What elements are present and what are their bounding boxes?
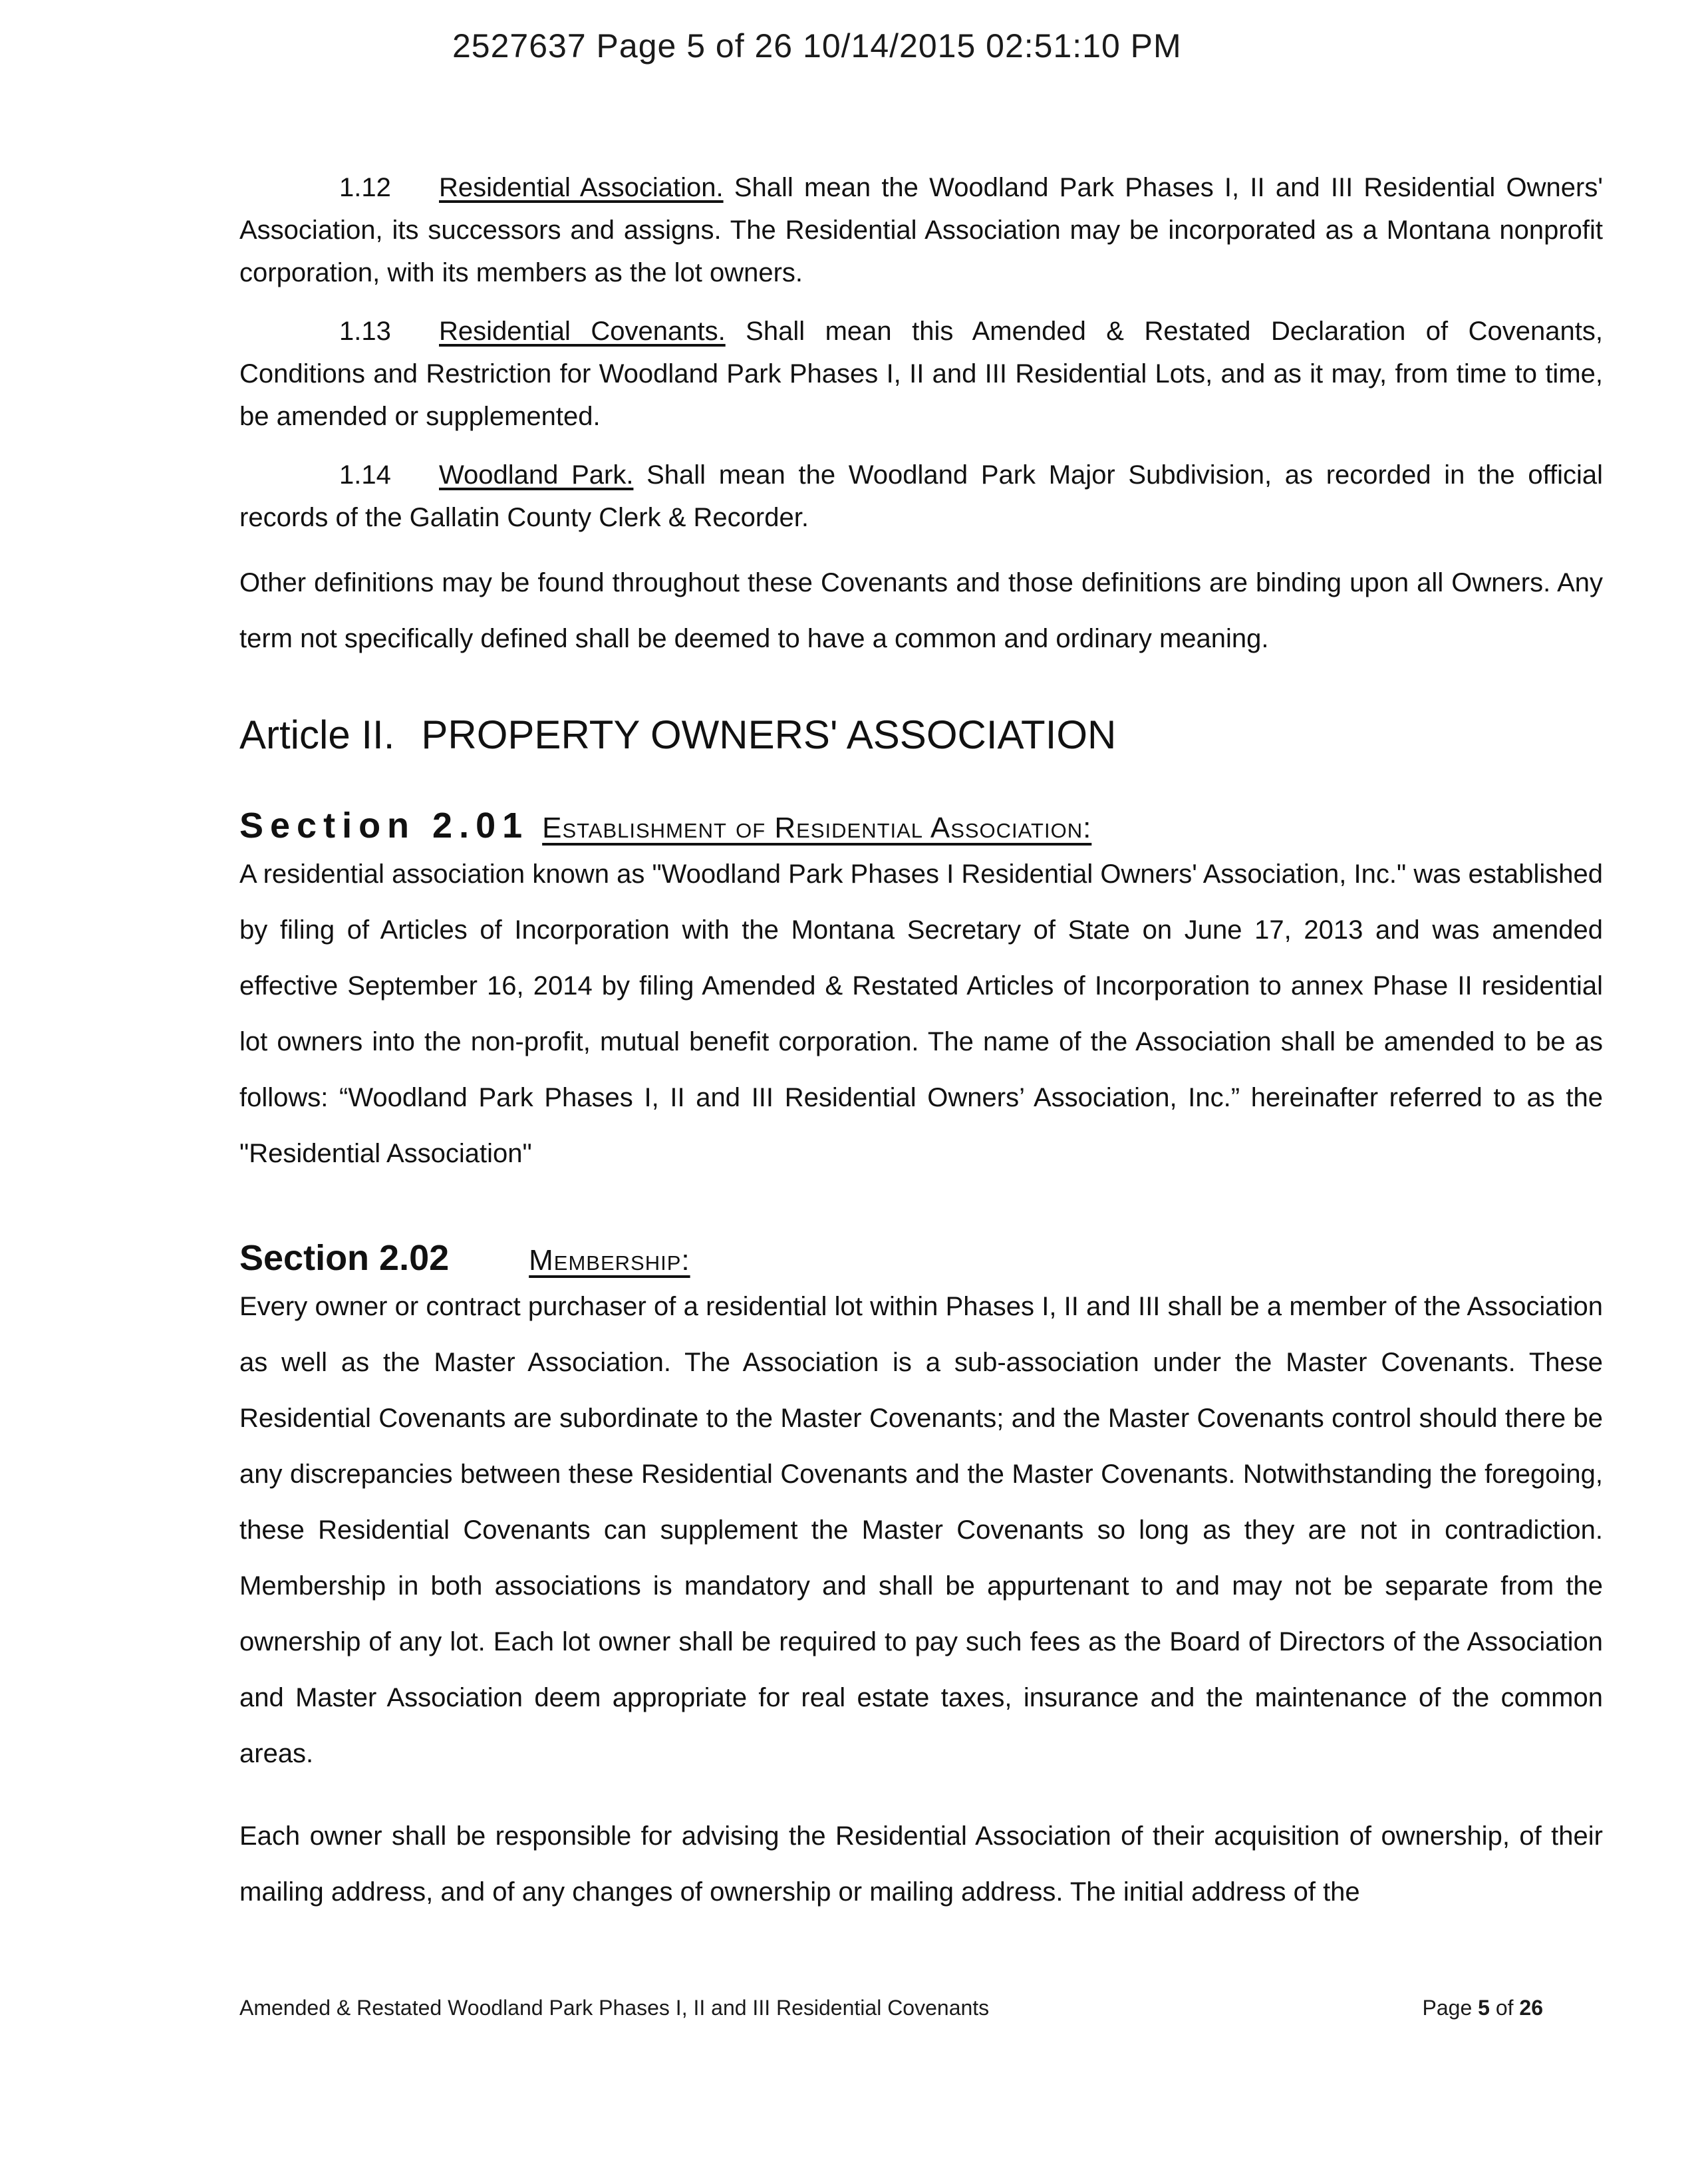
section-heading	[239, 805, 1603, 846]
definition-term: Residential Association.	[439, 173, 724, 202]
definition-number: 1.13	[339, 317, 391, 346]
footer-page-of: of	[1489, 1996, 1520, 2020]
definition-text: Shall mean this Amended & Restated Declaration of Covenants, Conditions and Restriction for Woodland Park Phases I, II and III Residential Lots, and as it may, from time to time, be amended or supplemented.	[239, 317, 1603, 431]
document-page	[239, 166, 1603, 1907]
section-2-01	[239, 805, 1603, 1181]
definition-text: Shall mean the Woodland Park Major Subdivision, as recorded in the official records of the Gallatin County Clerk & Recorder.	[239, 460, 1603, 532]
definition-term: Woodland Park.	[439, 460, 634, 490]
recording-stamp: 2527637 Page 5 of 26 10/14/2015 02:51:10 PM	[452, 27, 1182, 65]
other-definitions-paragraph: Other definitions may be found throughout these Covenants and those definitions are binding upon all Owners. Any term not specifically defined shall be deemed to have a common and ordinary meaning.	[239, 568, 1603, 653]
section-label: Section 2.01	[239, 806, 529, 846]
article-label: Article II.	[239, 712, 395, 757]
footer-page-number	[1423, 1996, 1543, 2020]
section-body-paragraph-1: Every owner or contract purchaser of a residential lot within Phases I, II and III shall be a member of the Association as well as the Master Association. The Association is a sub-association under the Master Covenants. These Residential Covenants are subordinate to the Master Covenants; and the Master Covenants control should there be any discrepancies between these Residential Covenants and the Master Covenants. Notwithstanding the foregoing, these Residential Covenants can supplement the Master Covenants so long as they are not in contradiction. Membership in both associations is mandatory and shall be appurtenant to and may not be separate from the ownership of any lot. Each lot owner shall be required to pay such fees as the Board of Directors of the Association and Master Association deem appropriate for real estate taxes, insurance and the maintenance of the common areas.	[239, 1292, 1603, 1768]
definition-1-13	[239, 310, 1603, 438]
definition-1-14	[239, 454, 1603, 539]
footer-page-total: 26	[1519, 1996, 1543, 2020]
section-body: A residential association known as "Woodland Park Phases I Residential Owners' Association, Inc." was established by filing of Articles of Incorporation with the Montana Secretary of State on June 17, 2013 and was amended effective September 16, 2014 by filing Amended & Restated Articles of Incorporation to annex Phase II residential lot owners into the non-profit, mutual benefit corporation. The name of the Association shall be amended to be as follows: “Woodland Park Phases I, II and III Residential Owners’ Association, Inc.” hereinafter referred to as the "Residential Association"	[239, 859, 1603, 1168]
page-footer	[239, 1996, 1543, 2020]
section-title: Membership:	[529, 1244, 690, 1277]
article-heading	[239, 712, 1116, 758]
section-heading	[239, 1237, 1603, 1279]
definition-term: Residential Covenants.	[439, 317, 726, 346]
section-title: Establishment of Residential Association:	[542, 812, 1092, 844]
section-2-02	[239, 1237, 1603, 1920]
definition-1-12	[239, 166, 1603, 294]
footer-document-title: Amended & Restated Woodland Park Phases I, II and III Residential Covenants	[239, 1996, 990, 2020]
definition-number: 1.12	[339, 173, 391, 202]
section-label: Section 2.02	[239, 1238, 450, 1278]
article-title: PROPERTY OWNERS' ASSOCIATION	[421, 712, 1117, 757]
definition-number: 1.14	[339, 460, 391, 490]
definition-text: Shall mean the Woodland Park Phases I, II and III Residential Owners' Association, its successors and assigns. The Residential Association may be incorporated as a Montana nonprofit corporation, with its members as the lot owners.	[239, 173, 1603, 287]
footer-page-prefix: Page	[1422, 1996, 1479, 2020]
footer-page-current: 5	[1478, 1996, 1490, 2020]
section-body-paragraph-2: Each owner shall be responsible for advising the Residential Association of their acquisition of ownership, of their mailing address, and of any changes of ownership or mailing address. The initial address of the	[239, 1821, 1603, 1907]
